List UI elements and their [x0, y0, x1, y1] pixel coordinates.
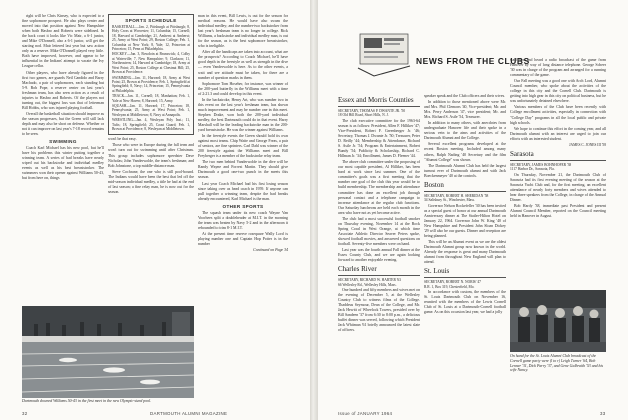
continued-note: Continued on Page 34: [253, 248, 288, 253]
charles-river-title: Charles River: [338, 265, 377, 274]
article-text: One hundred and fifty members and wives met on the evening of December 5, at the Wellesley Country Club to witness films of the College. Thaddeus Seymour, Dean of the College, and Mr. Jack Hewitt of Wheelock Towers, presided over by Bill Sandeen '37 from 6:30 to 8:00 p.m., a delicious buffet dinner was served, following which President Jack Whitman '61 briefly announced the latest slate of officers.: [338, 288, 420, 333]
article-text: won't be that easy.: [108, 137, 137, 142]
right-page: [318, 0, 628, 420]
schedule-basketball: BASKETBALL—Jan. 2, Pittsburgh at Pittsburgh; 8, Holy Cross at Worcester; 11, Columbia; 15, Cornell; 18, Harvard at Cambridge; 21, Amherst at Amherst; 25, Army at West Point; 29, Boston College; Feb. 1, Columbia at New York; 8, Yale; 12, Princeton at Princeton; 15, Penn at Philadelphia.: [112, 25, 190, 52]
article-text: Last year Coach Michael had his first losing season since taking over as head coach in 1959. If anyone can pull together a winning team, despite the bad breaks already encountered, Karl Michael is the man.: [198, 181, 288, 201]
st-louis-photo-caption: On hand for the St. Louis Alumni Club broadcast of the Cornell game party were (l to r) Leigh Turner '64, Bob Lenner '31, Dick Parry '37, and Gene Galbraith '53 and his wife Nancy.: [510, 354, 604, 373]
club-members-image: [510, 290, 606, 352]
article-text: The club executive committee for the 1963-64 season is as follows: President, Allen F. Hilliker '47; Vice-President, Robert F. Greenberger Jr. '46; Secretary, Thomas J. Dwante Jr. '50; Treasurer, Peter D. Reilly '44; Membership & Attendance, Richard S. Astle Jr. '54; Program & Entertainment, Robert Bundy '54; Publicity & Scholarship, Richard C. Hillman Jr. '34; Enrollment, James D. Fleener '44.: [338, 118, 420, 159]
article-text: speaker speak and the Club officers and their wives.: [424, 94, 506, 98]
left-column-1: [22, 14, 104, 304]
swimming-photo: [22, 306, 194, 398]
article-text: Those who were in Europe during the fall term and won't turn out for swimming until after Christmas. This group includes sophomore speedster Dave Nicholas; John Vanderwolde, the team's freshman; and Bob Johnstone, a top middle-distance man.: [108, 143, 194, 168]
article-text: Other players, who have already figured in the first two games, are guards Neil Candido and Barry Machado, a pair of sophomores, each standing but 5-9. Bob Pope, a reserve center on last year's freshman team, has also seen action as a result of injuries to Hasbro and Roberts. Of the players not turning out, the biggest loss was that of letterman Bill Hobbs, who was injured playing football.: [22, 70, 104, 110]
article-text: staff box and heard a radio broadcast of the game from Hanover by way of long distance telephone. George Scheer '30 was in charge of the program and arranged for a running commentary of the game.: [510, 58, 606, 78]
schedule-hockey: HOCKEY—Jan. 3, Bowdoin at Brunswick; 4, Colby at Waterville; 7, New Hampshire; 9, Clarkson; 11, Northeastern; 14, Harvard at Cambridge; 18, Army at West Point; 25, Boston College at Chestnut Hill; 25, Brown at Providence.: [112, 52, 190, 75]
boston-secretary: SECRETARY, ROBERT H. SHERIDAN '58 34 Salisbury St., Winchester, Mass.: [424, 193, 489, 203]
sarasota-title: Sarasota: [510, 149, 534, 158]
st-louis-title: St. Louis: [424, 267, 450, 276]
boston-title: Boston: [424, 180, 444, 189]
article-text: After all the handicaps are taken into account, what are the prospects? According to Coach Michael, he'll have good depth in the freestyle as well as strength in the dive — even Vanderwolde is here. As to the other events, a wait and see attitude must be taken, for there are a number of question marks in them.: [198, 50, 288, 80]
article-text: In addition to many others, with anecdotes from undergraduate Hanover life and their spoke in a serious vein to the aims and activities of the Dartmouth Alumni and the College.: [424, 121, 506, 141]
essex-title: Essex and Morris Counties: [338, 96, 414, 104]
charles-secretary: SECRETARY, RICHARD W. HARTER '63 66 Wellesley Rd., Wellesley Hills, Mass.: [338, 278, 401, 287]
sarasota-secretary: SECRETARY, JAMES BOHNHOFER '38 1117 Harbor Dr., Sarasota, Fla.: [510, 162, 572, 172]
st-louis-secretary: SECRETARY, ROBERT N. NORIS '47 R.R. 1, Box 319, Chesterfield, Mo.: [424, 280, 481, 289]
right-column-1: [338, 94, 420, 394]
essex-secretary: SECRETARY, THOMAS P. DWANTE JR. '50 18 Old Hill Road, Short Hills, N. J.: [338, 109, 406, 118]
book-gutter: [310, 0, 318, 420]
article-text: right will be Chris Kinsey, who is expected to a fine sophomore prospect. He also plays center and moved into that position against New Hampshire when both Hasbro and Roberts were sidelined. In the back court it looks like Vic Mair, a 6-1 junior, and Mike O'Donnell, also a 6-1 junior, will get the starting nod. Mair lettered last year but saw action only as a reserve. Mike O'Donnell played very little. Both have improved, however, and appear to be influential in the Indians' attempt to vacate the Ivy League cellar.: [22, 14, 104, 69]
article-text: Bob Hardy '38, immediate past President and present Alumni Council Member, reported on the Council meeting held in Hanover in August.: [510, 203, 606, 219]
schedule-swimming: SWIMMING—Jan. 11, Harvard; 18, Army at West Point; 25, Brown at Providence; Feb. 1, Springfield at Springfield; 8, Navy; 14, Princeton; 15, Pennsylvania at Philadelphia.: [112, 75, 190, 93]
issue-label: Issue of JANUARY 1964: [338, 411, 393, 416]
other-sports-heading: OTHER SPORTS: [222, 203, 264, 209]
page-number-right: 33: [600, 411, 606, 416]
footer-magazine-title: DARTMOUTH ALUMNI MAGAZINE: [150, 411, 228, 416]
article-text: Various members of the Club have been recently with College enrollment activities, especially in connection with "College Day" programs in all the local public and private high schools.: [510, 105, 606, 125]
section-rule: [424, 277, 506, 278]
article-text: Governor Nelson Rockefeller '30 has been invited as a special guest of honor at our annual Dartmouth Anniversary dinner at The Statler-Hilton Hotel on January 22, 1964. Governor John W. King '40 of New Hampshire and President John Sloan Dickey '29 will also be our guests. Dinner and reception are being planned.: [424, 203, 506, 238]
swimming-photo-caption: Dartmouth downed Williams 50-43 in the first meet in the new Olympic-sized pool.: [22, 399, 152, 403]
article-text: Coach Karl Michael has his new pool, but he'll have his problems this winter putting together a winning team. A series of bad breaks have nearly wiped out his backstroke and individual medley events as well as his best breaststroker. The swimmers won their opener against Williams 50-43, but from here on, things: [22, 146, 104, 181]
left-column-3: [198, 14, 288, 409]
article-text: At the present time reserve rosequare Wally Lord is playing number one and Captain Hop Potter is in the number: [198, 231, 288, 247]
article-text: Last year was the fourth annual Fall dinner at the Essex County Club, and we are again looking forward to another enjoyable evening.: [338, 248, 420, 263]
banner-title: NEWS FROM THE CLUBS: [416, 56, 530, 66]
page-number-left: 32: [22, 411, 28, 416]
st-louis-photo: [510, 290, 606, 352]
schedule-wrestling: WRESTLING—Jan. 4, Wesleyan Poly Inst.; 11, Tufts; 18, Springfield; 25, Coast Guard; Feb. 1, Brown at Providence; 8, Wesleyan at Middletown.: [112, 118, 190, 131]
article-text: We hope to continue this effort in the coming year, and all Dartmouth alumni with an interest are urged to join our efforts with an interested student.: [510, 126, 606, 141]
article-text: In the backstroke, Henry Art, who was number two in this event on the last year's freshman team, has shown much improvement and may be number one in this meet. Stephen Drake, won both the 200-yard individual medley, the best Dartmouth could do in that event. Harry Marshall will be the leading backstroke man in the 200-yard breaststroke. He was the winner against Williams.: [198, 97, 288, 133]
article-text: Sophomore Tom Hoseher, for instance, was winner of the 200-yard butterfly in the Williams meet with a time of 2:21.3 and could develop in this event.: [198, 81, 288, 96]
article-text: Overall the basketball situation should improve as the season progresses, but the Green will still lack depth and may also be short on defense. Whether or not it can improve on last year's 7-18 record remains to be seen.: [22, 111, 104, 137]
article-text: This will be an Alumni event as we are the oldest Dartmouth Alumni group now known in the world. Already the response is great and many Dartmouth alumni from throughout New England will plan to attend.: [424, 239, 506, 265]
schedule-squash: SQUASH—Jan. 11, Harvard; 17, Princeton; 18, Pennsylvania; 25, Army at West Point; Feb. 1, Wesleyan at Middletown; 8, Navy at Annapolis.: [112, 103, 190, 117]
signature: JAMES C. JONES III '58: [569, 142, 606, 147]
article-text: Several excellent programs developed at the recent Boston meeting. Included among many others, Ralph Nading '40 Secretary and the film "Alumni College" was shown.: [424, 142, 506, 162]
article-text: In accordance with custom, the members of the St. Louis Dartmouth Club on November 16, reunited with the members of the Lewis Cornell Club of St. Louis at a Dartmouth-Cornell football game. As on this occasion last year, we had a jolly: [424, 290, 506, 315]
right-column-3: [510, 58, 606, 286]
section-rule: [510, 160, 606, 161]
article-text: The above club committee under the proposing of our most capable president, Al Hilliker, has been hard at work since last summer. One of the committee's goals was a first meeting that the number one goal of the club this year would be to build membership. The membership and attendance committee has done an excellent job through personal contact and a telephone campaign to increase attendance at the regular club functions. Our Saturday luncheons are held each month in the area who have not as yet become active.: [338, 160, 420, 215]
clubs-illustration-icon: [354, 30, 414, 80]
article-text: man in this event, Bill Lewis, is out for the season for medical reasons. He would have also swum the individual medley; and the number-two backstroker from last year's freshman team is no longer in college. Rick Williams, a backstroke and individual medley man, is out for the season, as is the best sophomore breaststroker, who is ineligible.: [198, 14, 288, 49]
section-rule: [338, 275, 420, 276]
article-text: In addition to those mentioned above were Mr. and Mrs. Phil Clemons '40, Vice-president; Mr. and Mrs. Perry Anderson '47, vice president; Mr. and Mrs. Richard S. Astle '54, Treasurer.: [424, 100, 506, 120]
article-text: The squash team under its new coach Wayne Van Voorhees split a doubleheader at M.I.T. in the morning the team was beaten by Navy 5-2 and in the afternoon it rebounded to trim 8-1 M.I.T.: [198, 210, 288, 230]
left-column-2: [108, 14, 194, 304]
article-text: In the freestyle events the Green should hold its own against most teams. Chip Waite and George Freas, a pair of seniors, are fine sprinters. Carl Dahl was winner of the 200 freestyle against the Williams meet and Bill Freyberger is a member of the backstroke relay team.: [198, 134, 288, 159]
schedule-track: TRACK—Jan. 11, Cornell; 18, Manhattan; Feb. 1, Yale at New Haven; 8, Harvard; 15, Army.: [112, 94, 190, 103]
pool-scene-image: [22, 306, 194, 398]
section-rule: [424, 191, 506, 192]
article-text: The Dartmouth Alumni Club has held the largest turnout ever of Dartmouth alumni and with Jack Boeckenmeyer '40 at the controls.: [424, 163, 506, 178]
sports-schedule-heading: SPORTS SCHEDULE: [125, 18, 177, 23]
article-text: Our Fall meeting was a good one with Arch Lord, Alumni Council member, who spoke about the activities of the college in this city and the Cornell Club. Dartmouth is getting into high gear in this city on political business, but he was unfortunately detained elsewhere.: [510, 79, 606, 104]
left-page: [0, 0, 310, 420]
article-text: The two men behind Vanderwolde in the dive will be Randy Wayne and Forrest Martin. They should give Dartmouth a good one-two punch in the meets this season.: [198, 160, 288, 180]
swimming-heading: SWIMMING: [49, 139, 77, 145]
right-column-2: [424, 94, 506, 394]
article-text: On Thursday, November 21, the Dartmouth Club of Sarasota had its first evening meeting of the season at the Sarasota Yacht Club and, for the first meeting, an excellent attendance of nearly forty members and wives attended to hear three speakers from the College, in charge of the Annual Dinner.: [510, 172, 606, 202]
section-rule: [338, 106, 420, 107]
article-text: The club had a most successful football smoker on Thursday evening, November 14 at the Rock Spring Coral in West Orange, at which time Associate Athletic Director Seaver Peters spoke, showed football movies, and answered questions on football. Seventy-five members were on hand.: [338, 216, 420, 246]
sports-schedule-box: [108, 14, 194, 135]
article-text: Steve Cochrane, the one who is still pool-bound. The Indians would have been the best that led off the mid-season individual medley, a title he had at the end of last season; a fine relay man, he is now out for the season.: [108, 169, 194, 194]
